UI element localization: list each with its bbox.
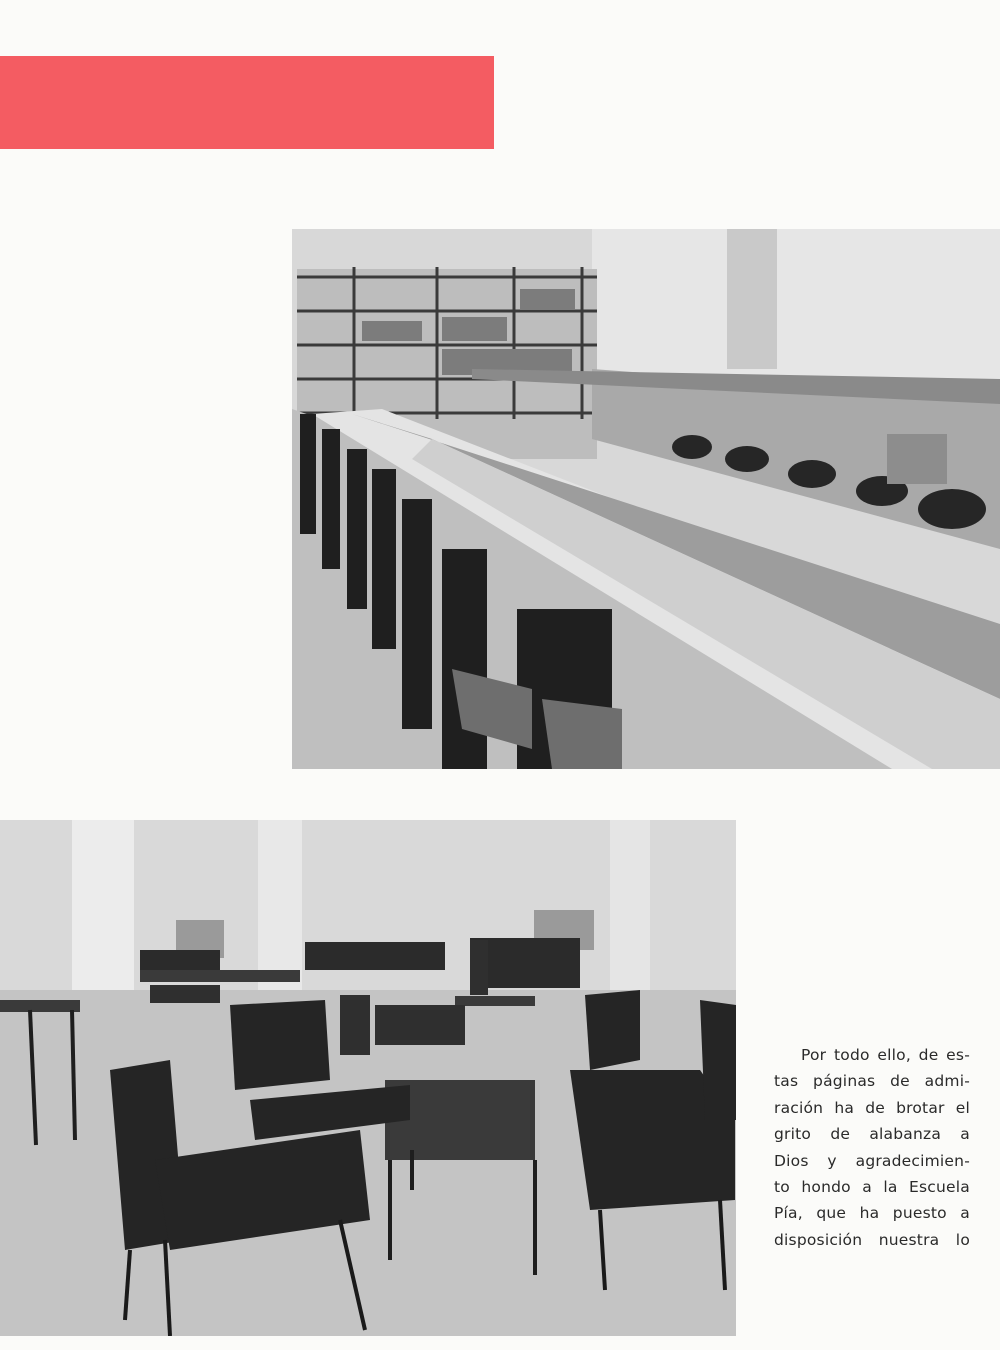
text-line: tas páginas de admi-	[774, 1072, 970, 1091]
text-line: ración ha de brotar el	[774, 1098, 970, 1117]
red-accent-band	[0, 56, 494, 149]
text-line: disposición nuestra lo	[774, 1230, 970, 1249]
text-line: Pía, que ha puesto a	[774, 1204, 970, 1223]
text-line: Dios y agradecimien-	[774, 1151, 970, 1170]
reading-room-photo	[292, 229, 1000, 769]
text-line: grito de alabanza a	[774, 1125, 970, 1144]
text-line: Por todo ello, de es-	[801, 1046, 970, 1064]
body-text-paragraph	[774, 1042, 970, 1253]
lounge-room-photo	[0, 820, 736, 1336]
text-line: to hondo a la Escuela	[774, 1178, 970, 1197]
